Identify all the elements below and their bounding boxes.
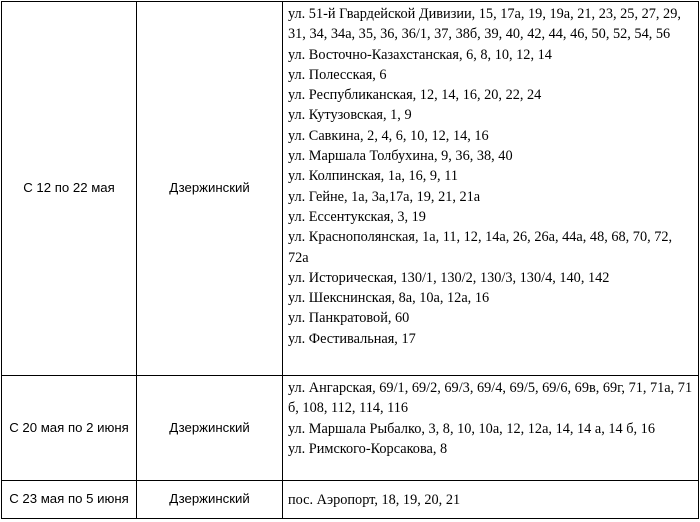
street-entry: ул. Гейне, 1а, 3а,17а, 19, 21, 21а (288, 188, 481, 205)
streets-cell (283, 481, 699, 519)
street-entry: ул. Краснополянская, 1а, 11, 12, 14а, 26, 26а, 44а, 48, 68, 70, 72, 72а (288, 229, 673, 266)
district-cell: Дзержинский (137, 376, 283, 481)
street-entry: ул. Римского-Корсакова, 8 (288, 440, 448, 457)
table-row (2, 2, 699, 376)
street-entry: пос. Аэропорт, 18, 19, 20, 21 (288, 491, 461, 508)
street-entry: ул. Кутузовская, 1, 9 (288, 107, 412, 124)
street-entry: ул. 51-й Гвардейской Дивизии, 15, 17а, 19, 19а, 21, 23, 25, 27, 29, 31, 34, 34а, 35, 36, 36/1, 37, 38б, 39, 40, 42, 44, 46, 50, 52, 54, 56 (288, 6, 681, 43)
district-cell: Дзержинский (137, 481, 283, 519)
street-entry: ул. Восточно-Казахстанская, 6, 8, 10, 12, 14 (288, 46, 552, 63)
street-entry: ул. Ангарская, 69/1, 69/2, 69/3, 69/4, 69/5, 69/6, 69в, 69г, 71, 71а, 71 б, 108, 112, 114, 116 (288, 380, 693, 417)
street-entry: ул. Полесская, 6 (288, 66, 387, 83)
street-entry: ул. Шекснинская, 8а, 10а, 12а, 16 (288, 290, 490, 307)
date-range-cell: С 20 мая по 2 июня (2, 376, 137, 481)
street-entry: ул. Республиканская, 12, 14, 16, 20, 22, 24 (288, 87, 542, 104)
street-entry: ул. Маршала Рыбалко, 3, 8, 10, 10а, 12, 12а, 14, 14 а, 14 б, 16 (288, 420, 655, 437)
street-entry: ул. Маршала Толбухина, 9, 36, 38, 40 (288, 148, 513, 165)
date-range-cell: С 23 мая по 5 июня (2, 481, 137, 519)
schedule-table (1, 1, 699, 519)
table-row (2, 376, 699, 481)
street-entry: ул. Историческая, 130/1, 130/2, 130/3, 130/4, 140, 142 (288, 269, 610, 286)
street-entry: ул. Ессентукская, 3, 19 (288, 208, 426, 225)
streets-cell (283, 376, 699, 481)
street-entry: ул. Фестивальная, 17 (288, 330, 416, 347)
district-cell: Дзержинский (137, 2, 283, 376)
date-range-cell: С 12 по 22 мая (2, 2, 137, 376)
streets-cell (283, 2, 699, 376)
street-entry: ул. Панкратовой, 60 (288, 310, 410, 327)
street-entry: ул. Савкина, 2, 4, 6, 10, 12, 14, 16 (288, 127, 489, 144)
table-row (2, 481, 699, 519)
street-entry: ул. Колпинская, 1а, 16, 9, 11 (288, 168, 458, 185)
